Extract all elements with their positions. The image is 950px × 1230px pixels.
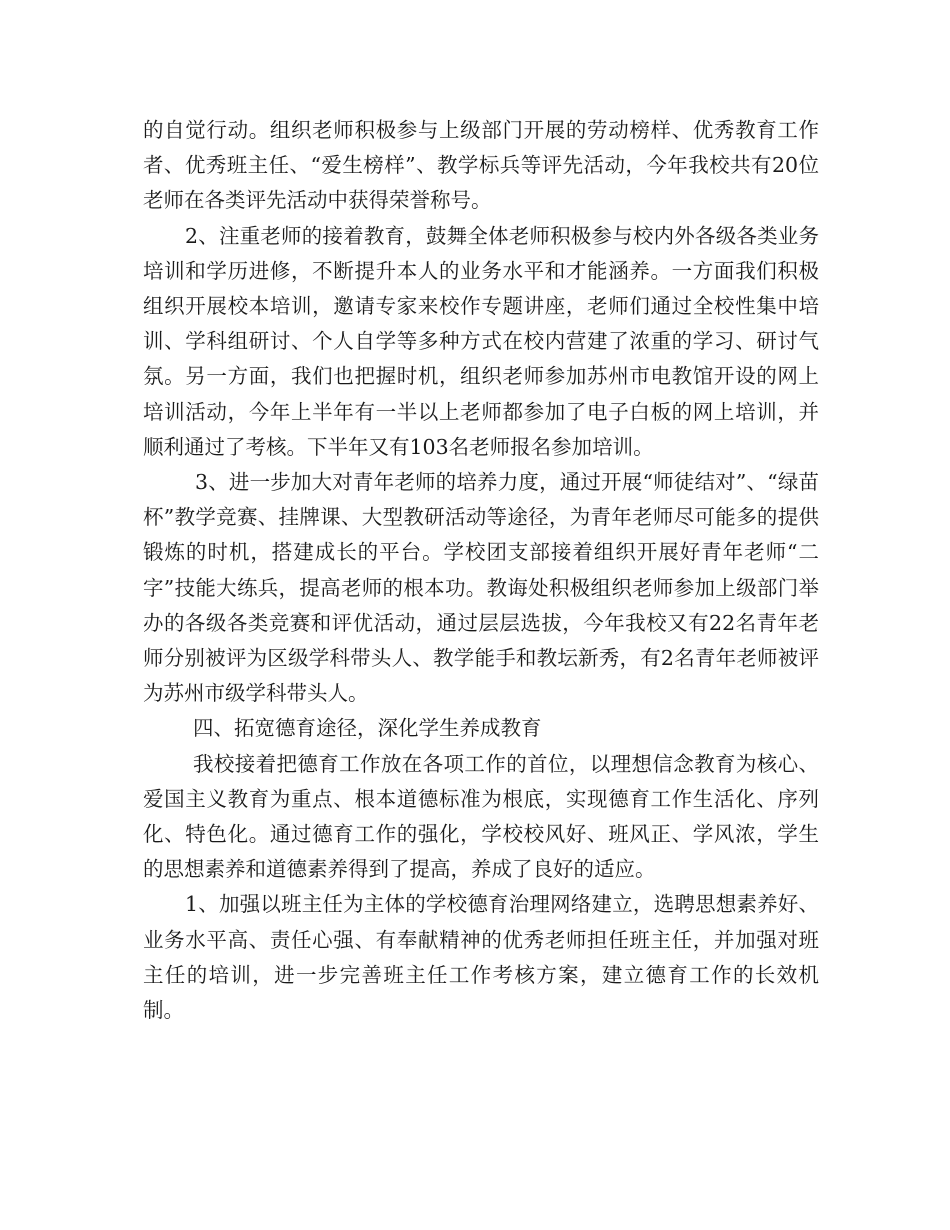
paragraph-item-2: 2、注重老师的接着教育，鼓舞全体老师积极参与校内外各级各类业务培训和学历进修，不断提升本人的业务水平和才能涵养。一方面我们积极组织开展校本培训，邀请专家来校作专题讲座，老师们通过全校性集中培训、学科组研讨、个人自学等多种方式在校内营建了浓重的学习、研讨气氛。另一方面，我们也把握时机，组织老师参加苏州市电教馆开设的网上培训活动，今年上半年有一半以上老师都参加了电子白板的网上培训，并顺利通过了考核。下半年又有103名老师报名参加培训。	[143, 223, 819, 459]
paragraph-continuation: 的自觉行动。组织老师积极参与上级部门开展的劳动榜样、优秀教育工作者、优秀班主任、“爱生榜样”、教学标兵等评先活动，今年我校共有20位老师在各类评先活动中获得荣誉称号。	[143, 118, 819, 213]
paragraph-moral-education: 我校接着把德育工作放在各项工作的首位，以理想信念教育为核心、爱国主义教育为重点、根本道德标准为根底，实现德育工作生活化、序列化、特色化。通过德育工作的强化，学校校风好、班风正、学风浓，学生的思想素养和道德素养得到了提高，养成了良好的适应。	[143, 751, 819, 882]
paragraph-item-3: 3、进一步加大对青年老师的培养力度，通过开展“师徒结对”、“绿苗杯”教学竞赛、挂牌课、大型教研活动等途径，为青年老师尽可能多的提供锻炼的时机，搭建成长的平台。学校团支部接着组织开展好青年老师“二字”技能大练兵，提高老师的根本功。教诲处积极组织老师参加上级部门举办的各级各类竞赛和评优活动，通过层层选拔，今年我校又有22名青年老师分别被评为区级学科带头人、教学能手和教坛新秀，有2名青年老师被评为苏州市级学科带头人。	[143, 470, 819, 706]
paragraph-item-1: 1、加强以班主任为主体的学校德育治理网络建立，选聘思想素养好、业务水平高、责任心强、有奉献精神的优秀老师担任班主任，并加强对班主任的培训，进一步完善班主任工作考核方案，建立德育工作的长效机制。	[143, 892, 819, 1023]
document-body	[143, 113, 819, 1028]
section-heading-4: 四、拓宽德育途径，深化学生养成教育	[193, 716, 542, 741]
